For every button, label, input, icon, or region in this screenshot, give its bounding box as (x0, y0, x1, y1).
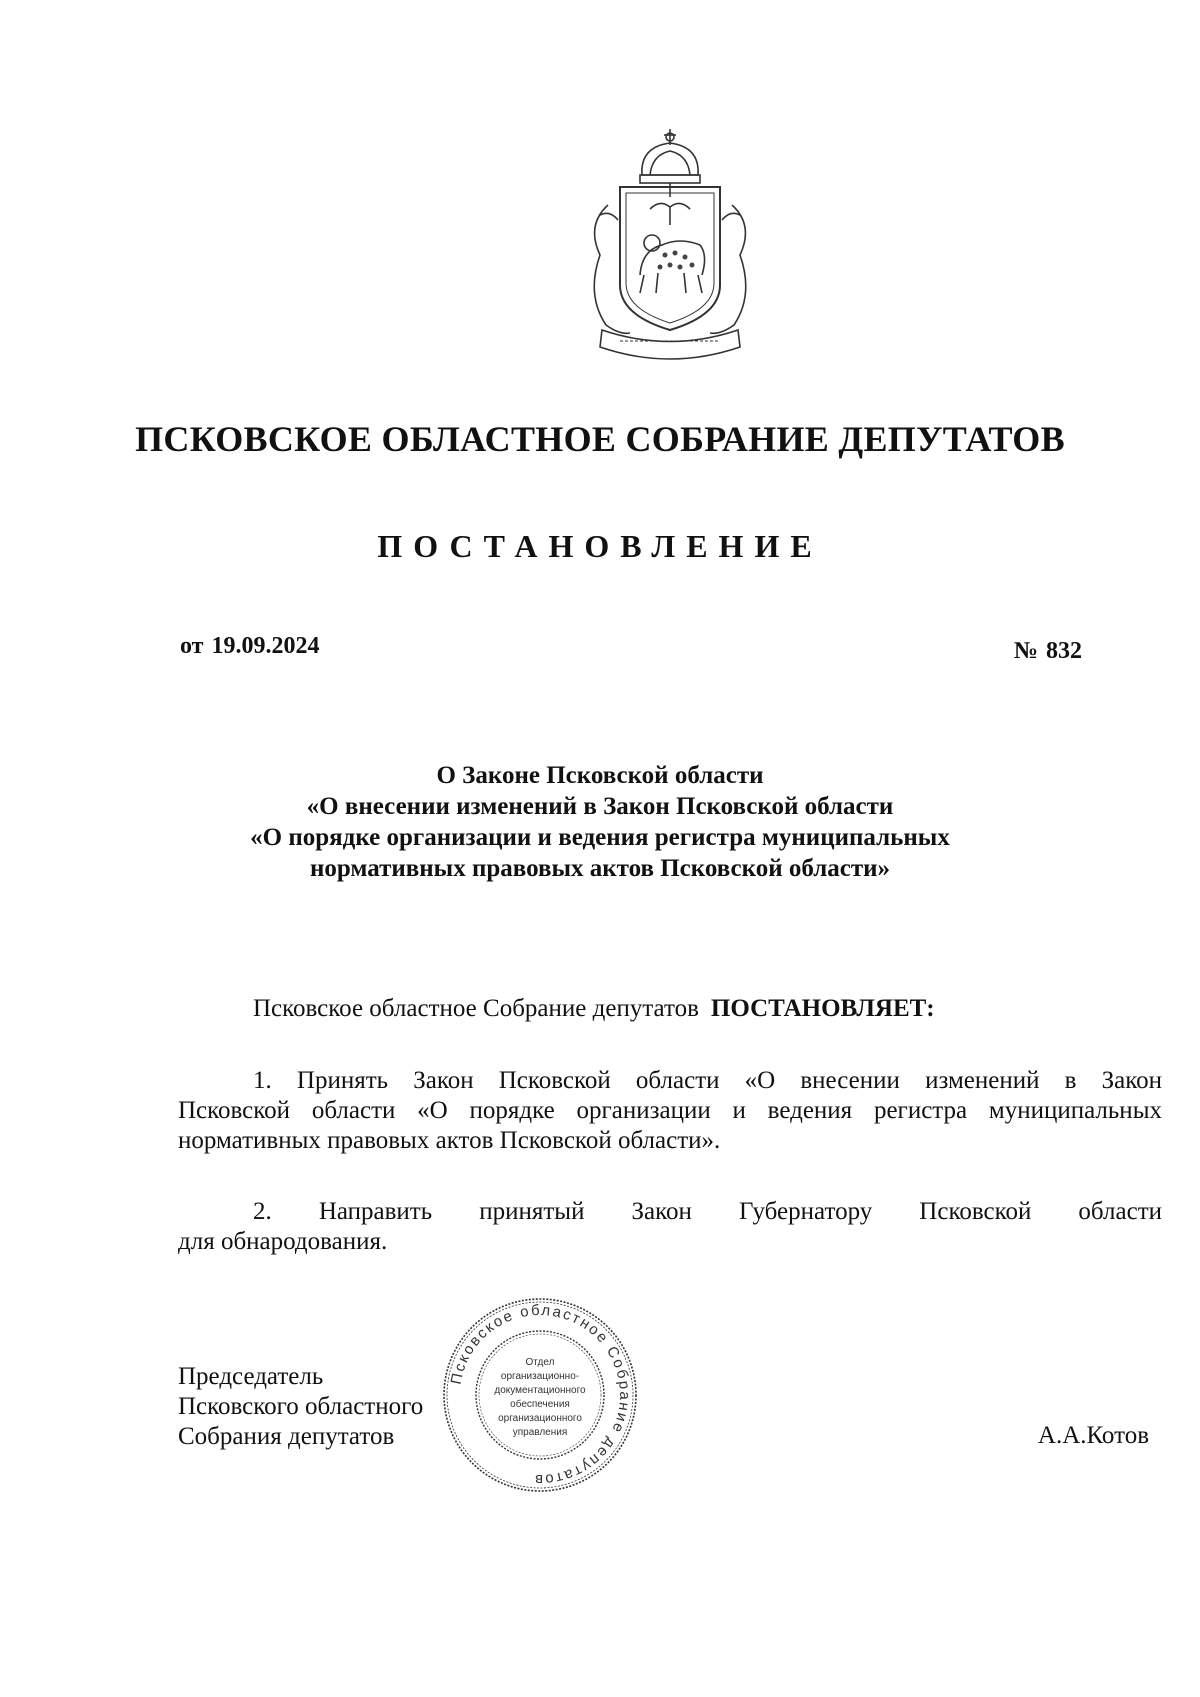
preamble-text: Псковское областное Собрание депутатов (253, 995, 699, 1022)
paragraph-line: Псковской области «О порядке организации и ведения регистра муниципальных (178, 1097, 1162, 1124)
number-prefix: № (1013, 638, 1038, 664)
svg-text:Отдел: Отдел (525, 1357, 555, 1368)
preamble-action: ПОСТАНОВЛЯЕТ: (710, 995, 935, 1022)
date-prefix: от (180, 633, 204, 659)
document-subject (0, 760, 1200, 884)
document-date (180, 633, 319, 660)
subject-line: нормативных правовых актов Псковской области» (309, 855, 891, 882)
paragraph-line: для обнародования. (178, 1228, 388, 1255)
organization-title: ПСКОВСКОЕ ОБЛАСТНОЕ СОБРАНИЕ ДЕПУТАТОВ (135, 419, 1065, 459)
paragraph-line: 2. Направить принятый Закон Губернатору Псковской области (253, 1198, 1162, 1225)
official-stamp (440, 1295, 640, 1495)
paragraph-1 (178, 1066, 1162, 1156)
document-type: ПОСТАНОВЛЕНИЕ (377, 528, 823, 564)
preamble (253, 995, 935, 1023)
signer-title-line: Собрания депутатов (178, 1423, 395, 1450)
subject-line: О Законе Псковской области (436, 762, 764, 789)
paragraph-2 (178, 1197, 1162, 1257)
svg-text:документационного: документационного (494, 1385, 586, 1396)
document-number (1014, 638, 1082, 665)
signer-title (178, 1362, 423, 1452)
subject-line: «О внесении изменений в Закон Псковской области (306, 793, 894, 820)
subject-line: «О порядке организации и ведения регистра муниципальных (250, 824, 950, 851)
paragraph-line: нормативных правовых актов Псковской области». (178, 1127, 721, 1154)
svg-text:управления: управления (512, 1427, 568, 1438)
number-value: 832 (1046, 638, 1082, 664)
stamp-ring-text: Псковское областное Собрание депутатов (447, 1301, 634, 1489)
signer-title-line: Псковского областного (178, 1393, 424, 1420)
svg-text:организационного: организационного (498, 1413, 582, 1424)
signer-name: А.А.Котов (1037, 1422, 1149, 1449)
paragraph-line: 1. Принять Закон Псковской области «О внесении изменений в Закон (253, 1067, 1162, 1094)
signer-title-line: Председатель (178, 1363, 324, 1390)
coat-of-arms-icon (580, 125, 760, 375)
date-value: 19.09.2024 (211, 633, 320, 659)
svg-text:обеспечения: обеспечения (510, 1399, 570, 1410)
svg-text:организационно-: организационно- (500, 1371, 580, 1382)
